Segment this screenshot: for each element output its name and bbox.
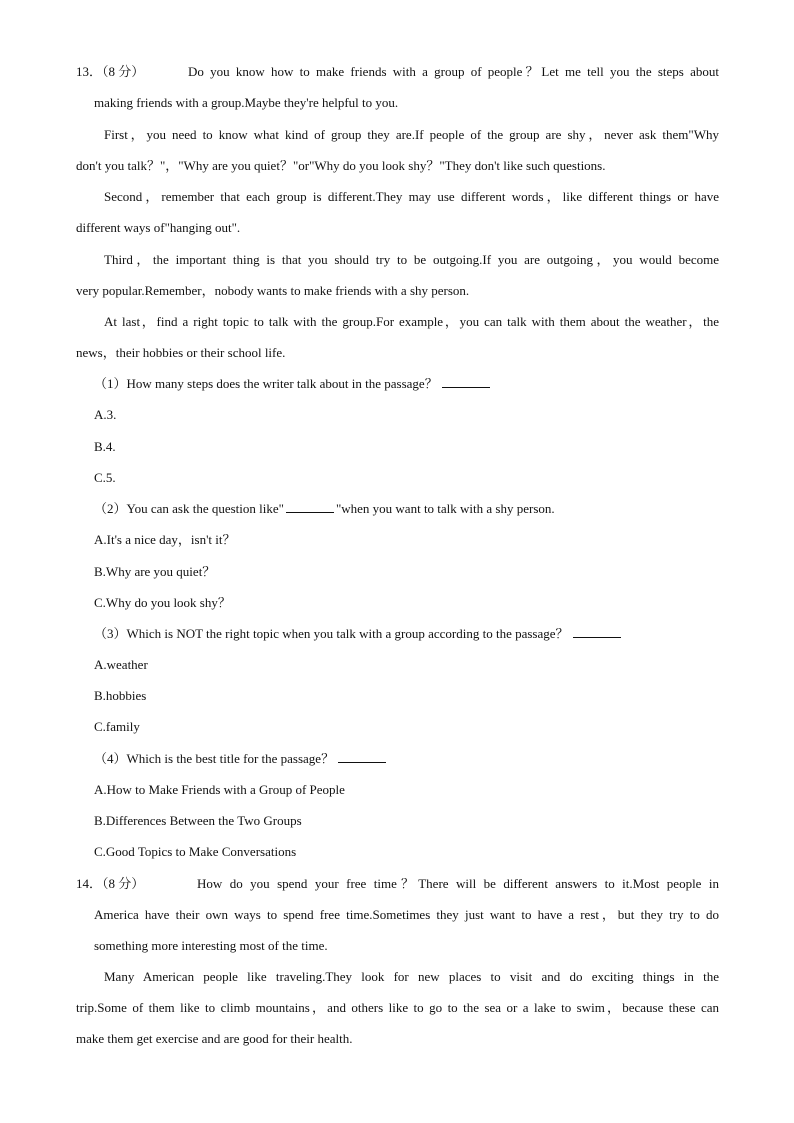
q13-para2-line-2: different ways of"hanging out". [76,220,241,235]
q13-para2-line-1: Second，remember that each group is different.They may use different words，like different things or have [104,189,719,204]
sub-question-2-text-after: "when you want to talk with a shy person. [335,501,555,516]
sub-question-1-text: （1）How many steps does the writer talk about in the passage？ [94,376,438,391]
q14-para1-line-3: make them get exercise and are good for their health. [76,1031,353,1046]
q13-para1-line-1: First，you need to know what kind of group they are.If people of the group are shy，never ask them"Why [104,127,719,142]
sub-question-4-text: （4）Which is the best title for the passage？ [94,751,335,766]
q14-para1-line-1: Many American people like traveling.They look for new places to visit and do exciting things in the [104,969,719,984]
q14-intro-line-2: America have their own ways to spend free time.Sometimes they just want to have a rest，but they try to do [94,907,719,922]
option-4a[interactable]: A.How to Make Friends with a Group of People [94,782,345,797]
option-4c[interactable]: C.Good Topics to Make Conversations [94,844,297,859]
sub-question-2 [94,500,555,518]
q13-para4-line-1: At last，find a right topic to talk with the group.For example，you can talk with them about the weather，the [104,314,719,329]
option-3b[interactable]: B.hobbies [94,688,147,703]
option-1a[interactable]: A.3. [94,407,117,422]
option-2a[interactable]: A.It's a nice day，isn't it？ [94,532,236,547]
q14-para1-line-2: trip.Some of them like to climb mountains，and others like to go to the sea or a lake to swim，because these can [76,1000,719,1015]
option-1b[interactable]: B.4. [94,439,116,454]
sub-question-2-text-before: （2）You can ask the question like" [94,501,284,516]
q14-intro-line-1: How do you spend your free time？There will be different answers to it.Most people in [197,876,719,891]
q14-intro-line-3: something more interesting most of the time. [94,938,328,953]
answer-blank-3[interactable] [573,625,621,638]
q13-para3-line-2: very popular.Remember，nobody wants to make friends with a shy person. [76,283,470,298]
option-2c[interactable]: C.Why do you look shy？ [94,595,231,610]
sub-question-3-text: （3）Which is NOT the right topic when you talk with a group according to the passage？ [94,626,569,641]
option-3a[interactable]: A.weather [94,657,148,672]
sub-question-4 [94,750,386,768]
q13-intro-line-1: Do you know how to make friends with a group of people？Let me tell you the steps about [188,64,719,79]
q13-para4-line-2: news，their hobbies or their school life. [76,345,286,360]
q13-intro-line-2: making friends with a group.Maybe they're helpful to you. [94,95,399,110]
option-4b[interactable]: B.Differences Between the Two Groups [94,813,302,828]
q13-para3-line-1: Third，the important thing is that you should try to be outgoing.If you are outgoing，you would become [104,252,719,267]
option-3c[interactable]: C.family [94,719,140,734]
sub-question-1 [94,375,490,393]
answer-blank-1[interactable] [442,375,490,388]
sub-question-3 [94,625,621,643]
option-2b[interactable]: B.Why are you quiet？ [94,564,216,579]
answer-blank-4[interactable] [338,750,386,763]
question-14-number: 14．（8 分） [76,876,145,891]
answer-blank-2[interactable] [286,500,334,513]
option-1c[interactable]: C.5. [94,470,116,485]
q13-para1-line-2: don't you talk？"，"Why are you quiet？"or"Why do you look shy？"They don't like such questions. [76,158,606,173]
question-13-number: 13．（8 分） [76,64,145,79]
